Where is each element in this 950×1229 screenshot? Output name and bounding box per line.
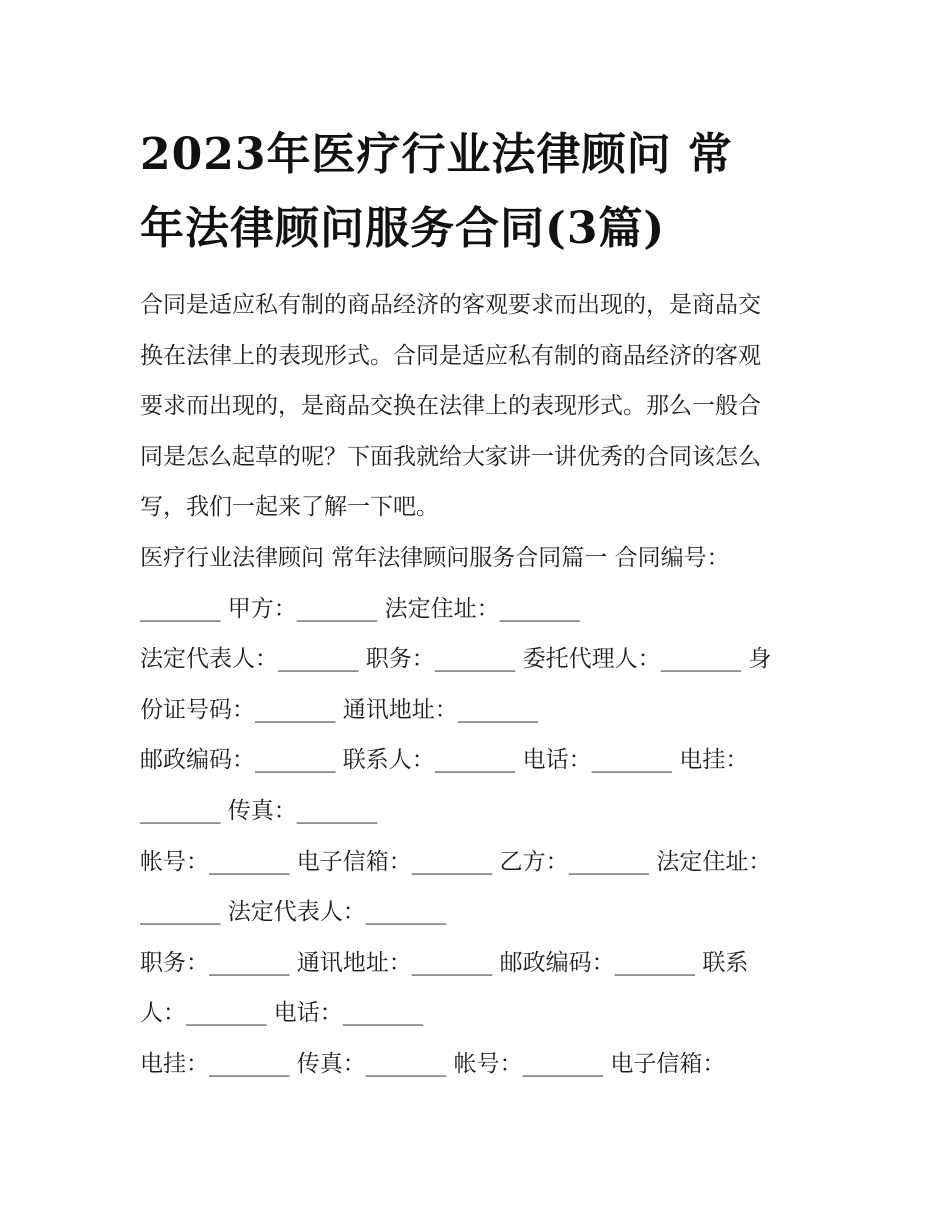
intro-line: 要求而出现的，是商品交换在法律上的表现形式。那么一般合 bbox=[140, 393, 761, 420]
intro-line: 同是怎么起草的呢？下面我就给大家讲一讲优秀的合同该怎么 bbox=[140, 443, 761, 470]
document-body bbox=[140, 280, 820, 1090]
intro-line: 合同是适应私有制的商品经济的客观要求而出现的，是商品交 bbox=[140, 292, 761, 318]
document-title bbox=[140, 118, 820, 266]
contract-field-line: _______ 传真：_______ bbox=[140, 797, 378, 824]
title-line: 年法律顾问服务合同(3篇) bbox=[140, 203, 666, 254]
contract-field-line: 帐号：_______ 电子信箱：_______ 乙方：_______ 法定住址： bbox=[140, 848, 772, 875]
contract-fields-section bbox=[140, 533, 820, 1090]
contract-field-line: 电挂：_______ 传真：_______ 帐号：_______ 电子信箱： bbox=[140, 1050, 726, 1077]
contract-heading-line: 医疗行业法律顾问 常年法律顾问服务合同篇一 合同编号： bbox=[140, 544, 730, 571]
intro-line: 换在法律上的表现形式。合同是适应私有制的商品经济的客观 bbox=[140, 342, 761, 369]
intro-line: 写，我们一起来了解一下吧。 bbox=[140, 494, 439, 521]
contract-field-line: 职务：_______ 通讯地址：_______ 邮政编码：_______ 联系 bbox=[140, 949, 749, 976]
contract-field-line: _______ 甲方：_______ 法定住址：_______ bbox=[140, 595, 581, 622]
contract-field-line: 法定代表人：_______ 职务：_______ 委托代理人：_______ 身 bbox=[140, 646, 772, 673]
intro-paragraph bbox=[140, 280, 820, 533]
contract-field-line: 邮政编码：_______ 联系人：_______ 电话：_______ 电挂： bbox=[140, 747, 749, 774]
contract-field-line: 份证号码：_______ 通讯地址：_______ bbox=[140, 696, 539, 723]
contract-field-line: 人：_______ 电话：_______ bbox=[140, 1000, 424, 1027]
contract-field-line: _______ 法定代表人：_______ bbox=[140, 899, 447, 926]
title-line: 2023年医疗行业法律顾问 常 bbox=[140, 129, 733, 180]
